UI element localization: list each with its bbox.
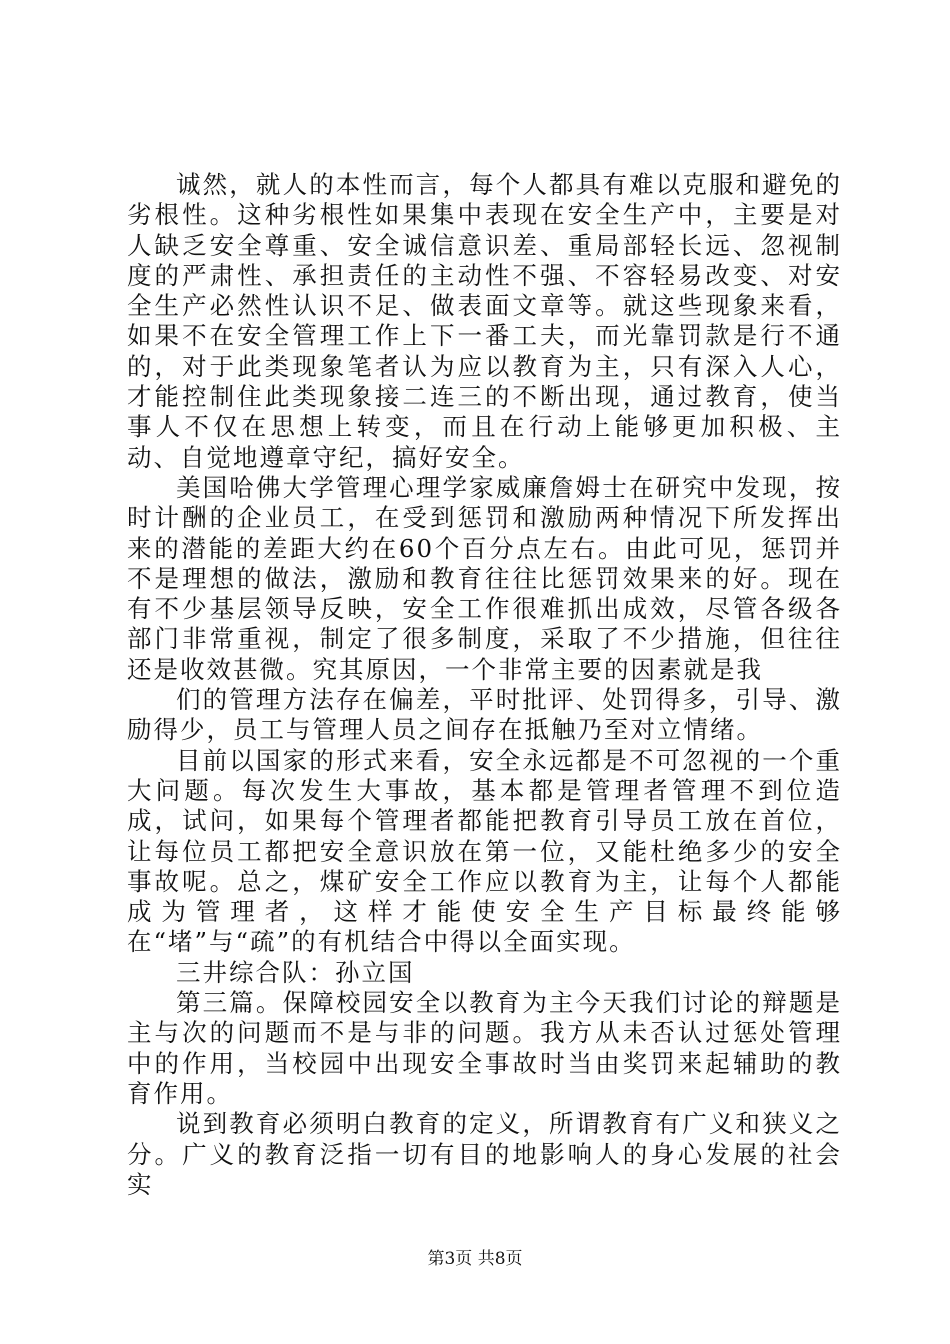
paragraph-7: 说到教育必须明白教育的定义，所谓教育有广义和狭义之分。广义的教育泛指一切有目的地影响人的身心发展的社会实 [127,1109,842,1199]
paragraph-4: 目前以国家的形式来看，安全永远都是不可忽视的一个重大问题。每次发生大事故，基本都是管理者管理不到位造成，试问，如果每个管理者都能把教育引导员工放在首位，让每位员工都把安全意识放在第一位，又能杜绝多少的安全事故呢。总之，煤矿安全工作应以教育为主，让每个人都能成为管理者，这样才能使安全生产目标最终能够在“堵”与“疏”的有机结合中得以全面实现。 [127,745,842,957]
paragraph-3: 们的管理方法存在偏差，平时批评、处罚得多，引导、激励得少，员工与管理人员之间存在抵触乃至对立情绪。 [127,685,842,745]
page-number-footer: 第3页 共8页 [427,1249,523,1269]
paragraph-1: 诚然，就人的本性而言，每个人都具有难以克服和避免的劣根性。这种劣根性如果集中表现在安全生产中，主要是对人缺乏安全尊重、安全诚信意识差、重局部轻长远、忽视制度的严肃性、承担责任的主动性不强、不容轻易改变、对安全生产必然性认识不足、做表面文章等。就这些现象来看，如果不在安全管理工作上下一番工夫，而光靠罚款是行不通的，对于此类现象笔者认为应以教育为主，只有深入人心，才能控制住此类现象接二连三的不断出现，通过教育，使当事人不仅在思想上转变，而且在行动上能够更加积极、主动、自觉地遵章守纪，搞好安全。 [127,170,842,472]
document-body [127,170,842,1200]
author-signature: 三井综合队：孙立国 [176,957,415,987]
paragraph-2: 美国哈佛大学管理心理学家威廉詹姆士在研究中发现，按时计酬的企业员工，在受到惩罚和激励两种情况下所发挥出来的潜能的差距大约在60个百分点左右。由此可见，惩罚并不是理想的做法，激励和教育往往比惩罚效果来的好。现在有不少基层领导反映，安全工作很难抓出成效，尽管各级各部门非常重视，制定了很多制度，采取了不少措施，但往往还是收效甚微。究其原因，一个非常主要的因素就是我 [127,472,842,684]
paragraph-section-three: 第三篇。保障校园安全以教育为主今天我们讨论的辩题是主与次的问题而不是与非的问题。我方从未否认过惩处管理中的作用，当校园中出现安全事故时当由奖罚来起辅助的教育作用。 [127,988,842,1108]
